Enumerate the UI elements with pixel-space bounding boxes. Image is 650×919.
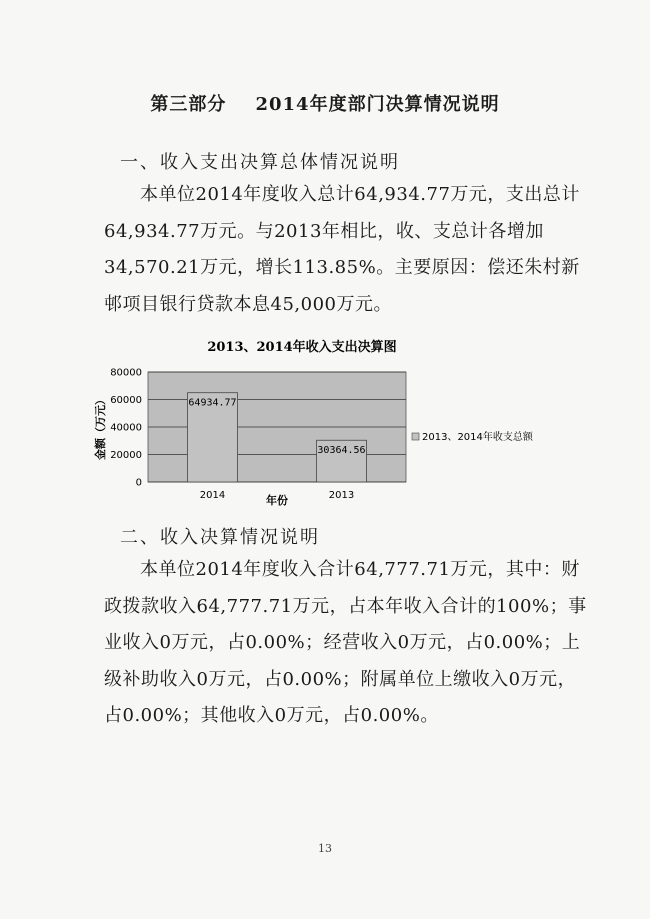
y-axis-label: 金额（万元） [94, 394, 107, 460]
bar-label-2013: 30364.56 [317, 445, 366, 457]
chart-title: 2013、2014年收入支出决算图 [207, 340, 397, 355]
legend-swatch [412, 433, 419, 440]
y-tick-label: 0 [135, 477, 142, 489]
bar-label-2014: 64934.77 [188, 397, 237, 409]
y-tick-label: 80000 [110, 367, 142, 379]
legend [412, 430, 534, 443]
legend-label: 2013、2014年收支总额 [422, 432, 533, 443]
page-title: 第三部分 2014年度部门决算情况说明 [150, 94, 500, 115]
section-1-paragraph: 本单位2014年度收入总计64,934.77万元，支出总计64,934.77万元。与2013年相比，收、支总计各增加34,570.21万元，增长113.85%。主要原因：偿还朱村新邨项目银行贷款本息45,000万元。 [104, 184, 580, 315]
y-tick-label: 20000 [110, 450, 142, 461]
income-expense-chart [86, 334, 586, 510]
y-tick-label: 40000 [110, 422, 142, 434]
y-axis-ticks [110, 368, 142, 489]
page-number: 13 [318, 842, 332, 855]
section-2-heading: 二、收入决算情况说明 [120, 527, 320, 548]
x-axis-label: 年份 [266, 494, 288, 507]
x-tick-label: 2013 [328, 490, 355, 501]
x-tick-label: 2014 [199, 490, 226, 501]
section-2-paragraph: 本单位2014年度收入合计64,777.71万元，其中：财政拨款收入64,777.71万元，占本年收入合计的100%；事业收入0万元，占0.00%；经营收入0万元，占0.00%；上级补助收入0万元，占0.00%；附属单位上缴收入0万元，占0.00%；其他收入0万元，占0.00%。 [104, 559, 587, 726]
y-tick-label: 60000 [110, 395, 142, 406]
section-1-heading: 一、收入支出决算总体情况说明 [120, 152, 400, 173]
